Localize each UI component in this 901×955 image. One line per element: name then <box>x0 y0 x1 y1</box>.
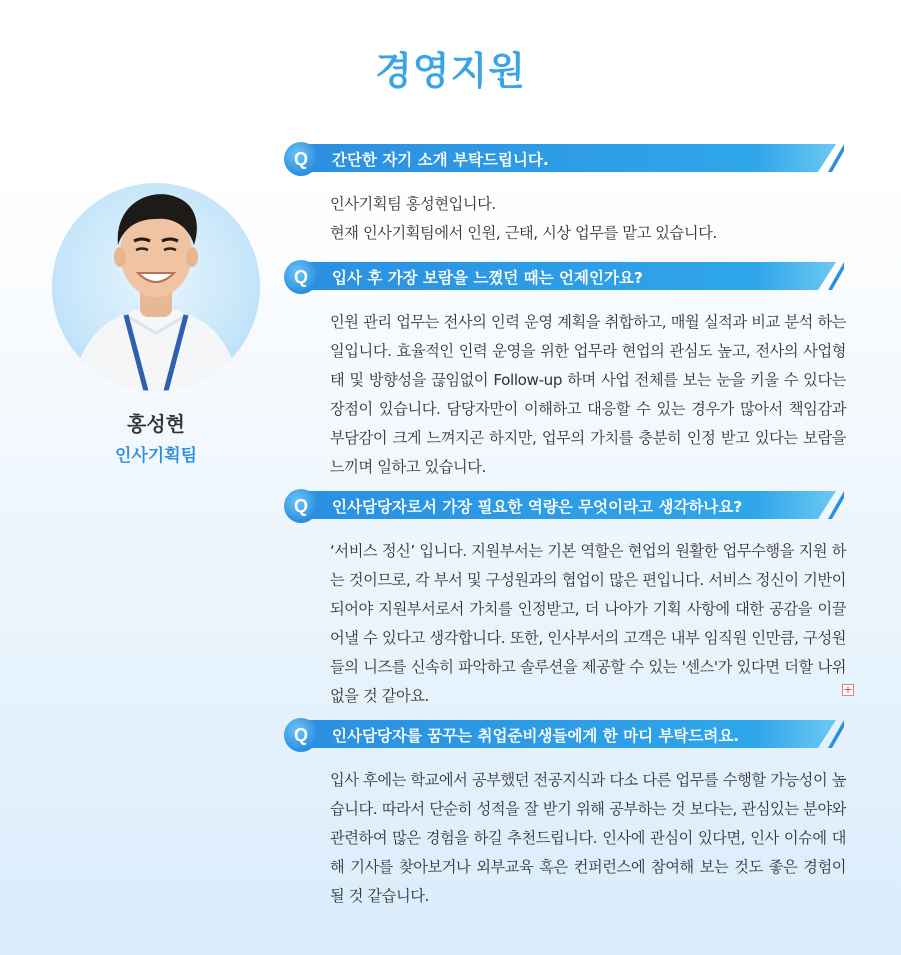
question-bar <box>284 144 850 178</box>
profile-photo <box>52 183 260 391</box>
answer-text: ‘서비스 정신’ 입니다. 지원부서는 기본 역할은 현업의 원활한 업무수행을 지원 하는 것이므로, 각 부서 및 구성원과의 협업이 많은 편입니다. 서비스 정신이 기반이 되어야 지원부서로서 가치를 인정받고, 더 나아가 기획 사항에 대한 공감을 이끌어낼 수 있다고 생각합니다. 또한, 인사부서의 고객은 내부 임직원 인만큼, 구성원들의 니즈를 신속히 파악하고 솔루션을 제공할 수 있는 '센스'가 있다면 더할 나위 없을 것 같아요. <box>330 542 846 705</box>
q-badge-icon: Q <box>284 142 318 176</box>
expand-plus-icon[interactable]: + <box>843 683 853 696</box>
question-bar <box>284 491 850 525</box>
answer-text: 인사기획팀 홍성현입니다. 현재 인사기획팀에서 인원, 근태, 시상 업무를 맡고 있습니다. <box>330 195 717 242</box>
qa-item <box>284 144 850 248</box>
q-badge-icon: Q <box>284 489 318 523</box>
qa-item <box>284 262 850 482</box>
question-text: 입사 후 가장 보람을 느꼈던 때는 언제인가요? <box>332 269 643 287</box>
person-illustration <box>52 183 260 391</box>
question-text: 인사담당자로서 가장 필요한 역량은 무엇이라고 생각하나요? <box>332 498 743 516</box>
qa-item <box>284 720 850 911</box>
question-bar <box>284 720 850 754</box>
question-bar <box>284 262 850 296</box>
qa-item <box>284 491 850 711</box>
page-title: 경영지원 <box>375 49 526 93</box>
question-text: 인사담당자를 꿈꾸는 취업준비생들에게 한 마디 부탁드려요. <box>332 727 740 745</box>
q-badge-icon: Q <box>284 260 318 294</box>
q-badge-icon: Q <box>284 718 318 752</box>
person-name: 홍성현 <box>127 412 185 436</box>
question-text: 간단한 자기 소개 부탁드립니다. <box>332 151 549 169</box>
answer-text: 입사 후에는 학교에서 공부했던 전공지식과 다소 다른 업무를 수행할 가능성이 높습니다. 따라서 단순히 성적을 잘 받기 위해 공부하는 것 보다는, 관심있는 분야와 관련하여 많은 경험을 하길 추천드립니다. 인사에 관심이 있다면, 인사 이슈에 대해 기사를 찾아보거나 외부교육 혹은 컨퍼런스에 참여해 보는 것도 좋은 경험이 될 것 같습니다. <box>330 771 846 905</box>
answer-text: 인원 관리 업무는 전사의 인력 운영 계획을 취합하고, 매월 실적과 비교 분석 하는 일입니다. 효율적인 인력 운영을 위한 업무라 현업의 관심도 높고, 전사의 사업형태 및 방향성을 끊임없이 Follow-up 하며 사업 전체를 보는 눈을 키울 수 있다는 장점이 있습니다. 담당자만이 이해하고 대응할 수 있는 경우가 많아서 책임감과 부담감이 크게 느껴지곤 하지만, 업무의 가치를 충분히 인정 받고 있다는 보람을 느끼며 일하고 있습니다. <box>330 313 846 476</box>
person-team: 인사기획팀 <box>114 446 198 466</box>
